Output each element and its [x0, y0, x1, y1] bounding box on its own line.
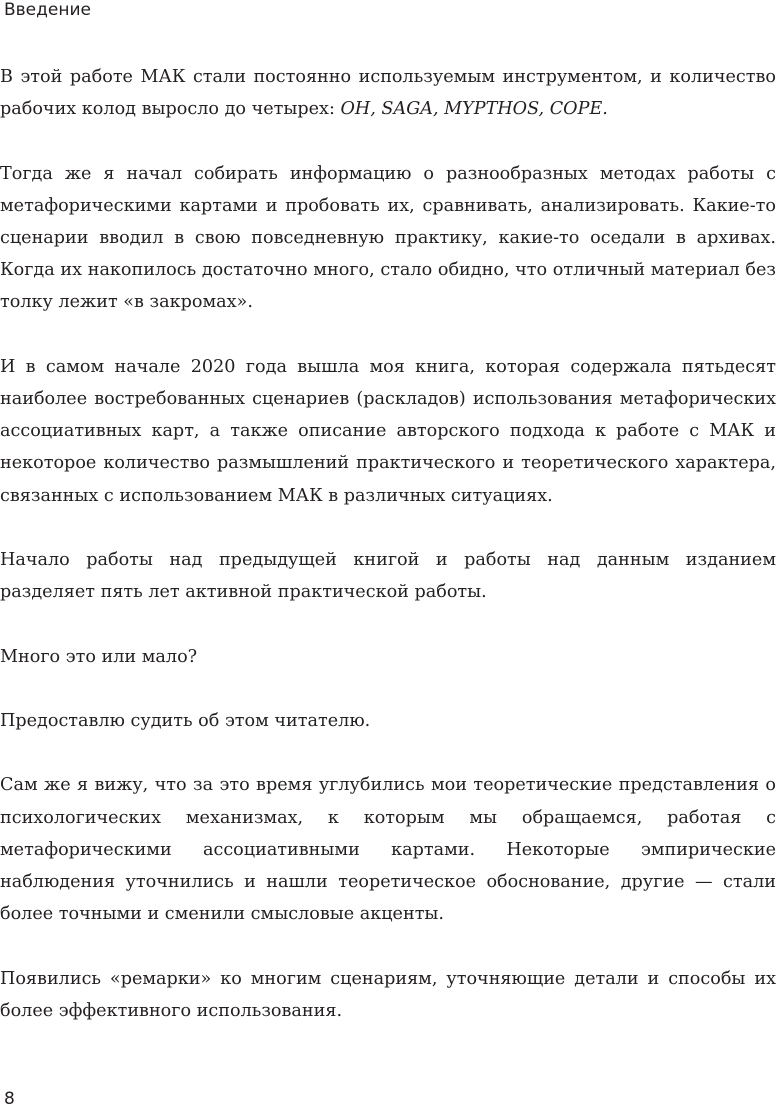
paragraph-3: И в самом начале 2020 года вышла моя книга, которая содержала пятьдесят наиболее востребованных сценариев (раскладов) использования метафорических ассоциативных карт, а также описание авторского подхода к работе с МАК и некоторое количество размышлений практического и теоретического характера, связанных с использованием МАК в различных ситуациях. — [0, 356, 776, 506]
paragraph-7: Сам же я вижу, что за это время углубились мои теоретические представления о психологических механизмах, к которым мы обращаемся, работая с метафорическими ассоциативными картами. Некоторые эмпирические наблюдения уточнились и нашли теоретическое обоснование, другие — стали более точными и сменили смысловые акценты. — [0, 775, 776, 925]
paragraph-5: Много это или мало? — [0, 646, 198, 667]
body-text — [0, 61, 776, 1027]
paragraph-1-text: В этой работе МАК стали постоянно используемым инструментом, и количество рабочих колод выросло до четырех: — [0, 67, 776, 120]
page-number: 8 — [4, 1089, 15, 1109]
paragraph-8: Появились «ремарки» ко многим сценариям, уточняющие детали и способы их более эффективного использования. — [0, 968, 776, 1021]
running-head: Введение — [4, 0, 91, 20]
deck-names: OH, SAGA, MYPTHOS, COPE. — [340, 99, 608, 120]
paragraph-4: Начало работы над предыдущей книгой и работы над данным изданием разделяет пять лет активной практической работы. — [0, 550, 776, 603]
paragraph-1 — [0, 61, 776, 125]
paragraph-6: Предоставлю судить об этом читателю. — [0, 710, 371, 731]
paragraph-2: Тогда же я начал собирать информацию о разнообразных методах работы с метафорическими картами и пробовать их, сравнивать, анализировать. Какие-то сценарии вводил в свою повседневную практику, какие-то оседали в архивах. Когда их накопилось достаточно много, стало обидно, что отличный материал без толку лежит «в закромах». — [0, 163, 776, 313]
